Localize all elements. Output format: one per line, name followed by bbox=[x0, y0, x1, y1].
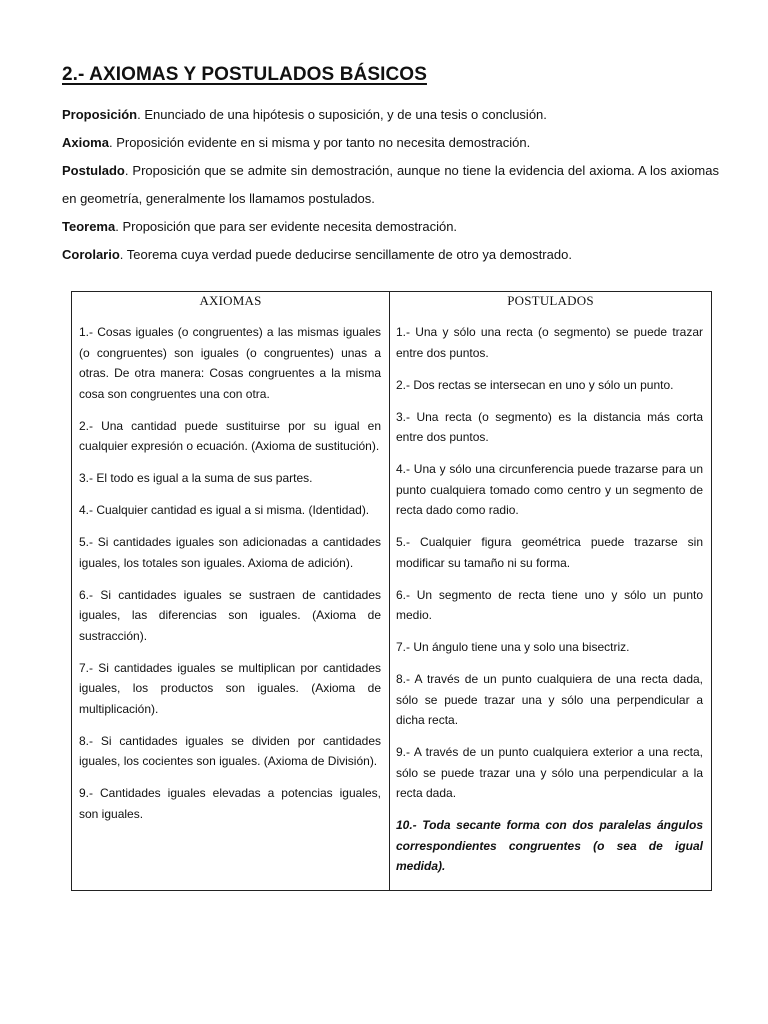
definition-term: Teorema bbox=[62, 219, 116, 234]
list-item: 4.- Una y sólo una circunferencia puede trazarse para un punto cualquiera tomado como centro y un segmento de recta dado como radio. bbox=[396, 462, 703, 517]
axiomas-list bbox=[72, 322, 389, 824]
definition-postulado bbox=[62, 157, 719, 213]
list-item: 6.- Si cantidades iguales se sustraen de cantidades iguales, las diferencias son iguales. (Axioma de sustracción). bbox=[79, 587, 381, 643]
list-item: 6.- Un segmento de recta tiene uno y sólo un punto medio. bbox=[396, 587, 703, 622]
postulados-column bbox=[390, 292, 711, 890]
list-item: 1.- Cosas iguales (o congruentes) a las mismas iguales (o congruentes) son iguales (o congruentes) unas a otras. De otra manera: Cosas congruentes a la misma cosa son congruentes una con otra. bbox=[79, 325, 381, 401]
postulados-list bbox=[390, 322, 711, 877]
definition-term: Proposición bbox=[62, 107, 138, 122]
axioms-postulates-table bbox=[71, 291, 712, 891]
list-item: 8.- Si cantidades iguales se dividen por cantidades iguales, los cocientes son iguales. (Axioma de División). bbox=[79, 733, 381, 768]
definition-term: Postulado bbox=[62, 163, 125, 178]
list-item: 4.- Cualquier cantidad es igual a si misma. (Identidad). bbox=[79, 503, 370, 517]
list-item: 2.- Una cantidad puede sustituirse por su igual en cualquier expresión o ecuación. (Axioma de sustitución). bbox=[79, 418, 381, 453]
list-item: 2.- Dos rectas se intersecan en uno y sólo un punto. bbox=[396, 377, 674, 392]
axiomas-header: AXIOMAS bbox=[199, 293, 262, 308]
list-item: 1.- Una y sólo una recta (o segmento) se puede trazar entre dos puntos. bbox=[396, 325, 703, 360]
definitions-section bbox=[62, 101, 719, 269]
definition-text: . Proposición que para ser evidente necesita demostración. bbox=[115, 219, 458, 234]
list-item: 5.- Cualquier figura geométrica puede trazarse sin modificar su tamaño ni su forma. bbox=[396, 535, 703, 570]
definition-text: . Enunciado de una hipótesis o suposición, y de una tesis o conclusión. bbox=[137, 107, 547, 122]
page-title: 2.- AXIOMAS Y POSTULADOS BÁSICOS bbox=[62, 64, 427, 85]
definition-term: Axioma bbox=[62, 135, 109, 150]
list-item: 9.- Cantidades iguales elevadas a potencias iguales, son iguales. bbox=[79, 786, 381, 821]
definition-corolario bbox=[62, 241, 719, 269]
definition-axioma bbox=[62, 129, 719, 157]
list-item: 9.- A través de un punto cualquiera exterior a una recta, sólo se puede trazar una y sólo una perpendicular a la recta dada. bbox=[396, 745, 703, 800]
definition-term: Corolario bbox=[62, 247, 120, 262]
axiomas-column bbox=[72, 292, 390, 890]
definition-teorema bbox=[62, 213, 719, 241]
definition-text: . Proposición evidente en si misma y por tanto no necesita demostración. bbox=[108, 135, 531, 150]
definition-text: . Proposición que se admite sin demostración, aunque no tiene la evidencia del axioma. A los axiomas en geometría, generalmente los llamamos postulados. bbox=[62, 163, 719, 206]
list-item: 3.- El todo es igual a la suma de sus partes. bbox=[79, 471, 313, 485]
postulados-header: POSTULADOS bbox=[507, 293, 594, 308]
list-item: 8.- A través de un punto cualquiera de una recta dada, sólo se puede trazar una y sólo una perpendicular a dicha recta. bbox=[396, 672, 703, 727]
definition-proposicion bbox=[62, 101, 719, 129]
list-item: 5.- Si cantidades iguales son adicionadas a cantidades iguales, los totales son iguales. Axioma de adición). bbox=[79, 535, 381, 570]
list-item: 7.- Un ángulo tiene una y solo una bisectriz. bbox=[396, 640, 630, 654]
list-item: 3.- Una recta (o segmento) es la distancia más corta entre dos puntos. bbox=[396, 409, 703, 444]
definition-text: . Teorema cuya verdad puede deducirse sencillamente de otro ya demostrado. bbox=[119, 247, 572, 262]
list-item: 10.- Toda secante forma con dos paralelas ángulos correspondientes congruentes (o sea de igual medida). bbox=[396, 818, 703, 873]
list-item: 7.- Si cantidades iguales se multiplican por cantidades iguales, los productos son iguales. (Axioma de multiplicación). bbox=[79, 660, 381, 716]
